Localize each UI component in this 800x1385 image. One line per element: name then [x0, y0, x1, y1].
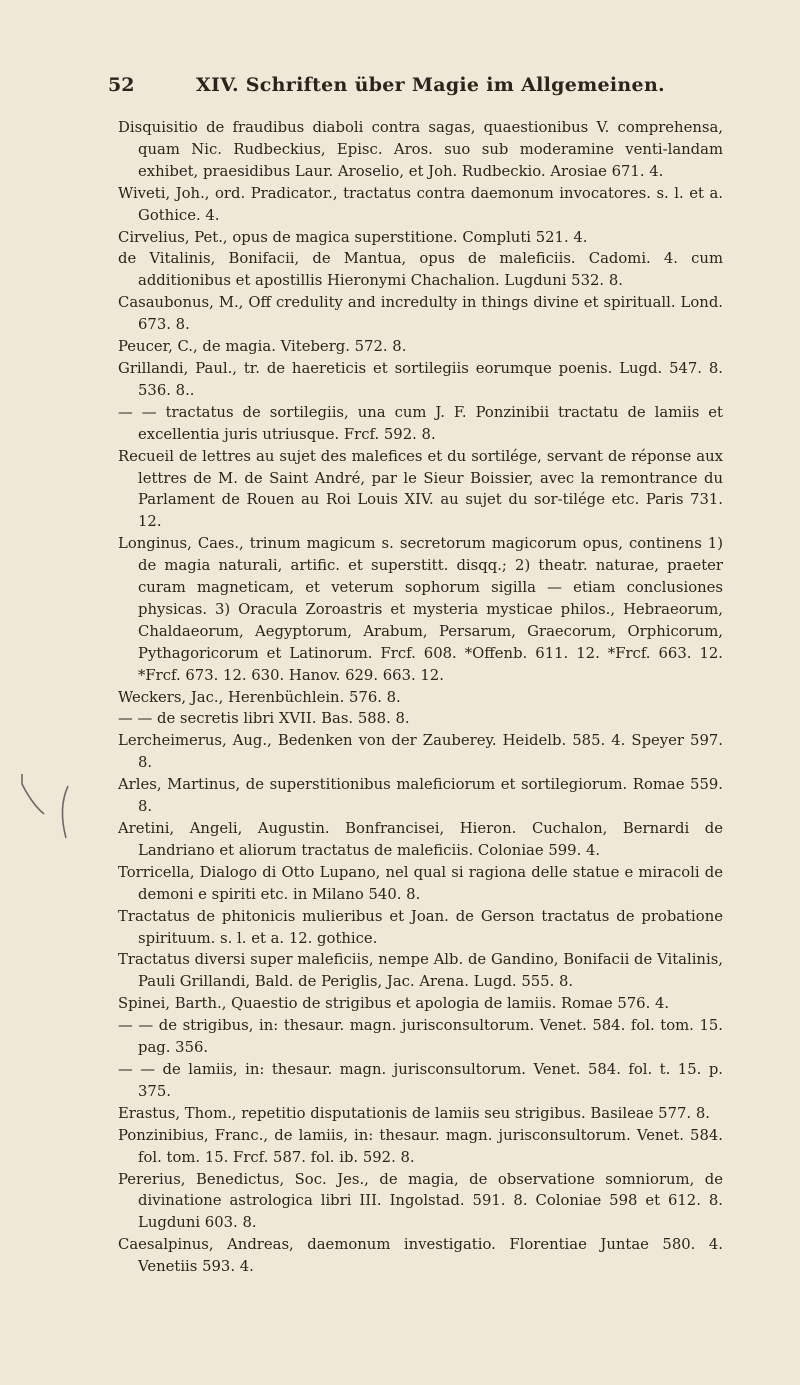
bibliography-entry: Cirvelius, Pet., opus de magica superstitione. Compluti 521. 4.: [118, 228, 588, 246]
bibliography-list: [118, 117, 723, 1278]
bibliography-entry: Grillandi, Paul., tr. de haereticis et sortilegiis eorumque poenis. Lugd. 547. 8. 536. 8..: [118, 359, 723, 399]
bibliography-entry: — — de secretis libri XVII. Bas. 588. 8.: [118, 710, 410, 728]
bibliography-entry: — — de lamiis, in: thesaur. magn. jurisconsultorum. Venet. 584. fol. t. 15. p. 375.: [118, 1060, 723, 1100]
bibliography-entry: Spinei, Barth., Quaestio de strigibus et apologia de lamiis. Romae 576. 4.: [118, 995, 670, 1013]
bibliography-entry: — — tractatus de sortilegiis, una cum J. F. Ponzinibii tractatu de lamiis et excellentia juris utriusque. Frcf. 592. 8.: [118, 403, 723, 443]
bibliography-entry: — — de strigibus, in: thesaur. magn. jurisconsultorum. Venet. 584. fol. tom. 15. pag. 356.: [118, 1017, 723, 1057]
bibliography-entry: Caesalpinus, Andreas, daemonum investigatio. Florentiae Juntae 580. 4. Venetiis 593. 4.: [118, 1236, 723, 1276]
bibliography-entry: Wiveti, Joh., ord. Pradicator., tractatus contra daemonum invocatores. s. l. et a. Gothice. 4.: [118, 184, 723, 224]
bibliography-entry: Pererius, Benedictus, Soc. Jes., de magia, de observatione somniorum, de divinatione astrologica libri III. Ingolstad. 591. 8. Coloniae 598 et 612. 8. Lugduni 603. 8.: [118, 1170, 723, 1232]
bibliography-entry: Aretini, Angeli, Augustin. Bonfrancisei, Hieron. Cuchalon, Bernardi de Landriano et aliorum tractatus de maleficiis. Coloniae 599. 4.: [118, 820, 723, 859]
bibliography-entry: Disquisitio de fraudibus diaboli contra sagas, quaestionibus V. comprehensa, quam Nic. Rudbeckius, Episc. Aros. suo sub moderamine venti-landam exhibet, praesidibus Laur. Aroselio, et Joh. Rudbeckio. Arosiae 671. 4.: [118, 119, 723, 180]
page-number: 52: [108, 74, 135, 96]
bibliography-entry: Casaubonus, M., Off credulity and incredulty in things divine et spirituall. Lond. 673. 8.: [118, 294, 723, 334]
bibliography-entry: Tractatus diversi super maleficiis, nempe Alb. de Gandino, Bonifacii de Vitalinis, Pauli Grillandi, Bald. de Periglis, Jac. Arena. Lugd. 555. 8.: [118, 951, 723, 991]
bibliography-entry: Erastus, Thom., repetitio disputationis de lamiis seu strigibus. Basileae 577. 8.: [118, 1104, 710, 1122]
bibliography-entry: Tractatus de phitonicis mulieribus et Joan. de Gerson tractatus de probatione spirituum. s. l. et a. 12. gothice.: [118, 907, 723, 947]
bibliography-entry: Recueil de lettres au sujet des malefices et du sortilége, servant de réponse aux lettres de M. de Saint André, par le Sieur Boissier, avec la remontrance du Parlament de Rouen au Roi Louis XIV. au sujet du sor-tilége etc. Paris 731. 12.: [118, 447, 723, 531]
bibliography-entry: Torricella, Dialogo di Otto Lupano, nel qual si ragiona delle statue e miracoli de demoni e spiriti etc. in Milano 540. 8.: [118, 863, 723, 903]
bibliography-entry: Peucer, C., de magia. Viteberg. 572. 8.: [118, 338, 407, 356]
bibliography-entry: Arles, Martinus, de superstitionibus maleficiorum et sortilegiorum. Romae 559. 8.: [118, 776, 723, 816]
bibliography-entry: Weckers, Jac., Herenbüchlein. 576. 8.: [118, 688, 401, 706]
chapter-title: XIV. Schriften über Magie im Allgemeinen.: [196, 74, 665, 96]
bibliography-entry: de Vitalinis, Bonifacii, de Mantua, opus de maleficiis. Cadomi. 4. cum additionibus et apostillis Hieronymi Chachalion. Lugduni 532. 8.: [118, 250, 723, 290]
bibliography-entry: Longinus, Caes., trinum magicum s. secretorum magicorum opus, continens 1) de magia naturali, artific. et superstitt. disqq.; 2) theatr. naturae, praeter curam magneticam, et veterum sophorum sigilla — etiam conclusiones physicas. 3) Oracula Zoroastris et mysteria mysticae philos., Hebraeorum, Chaldaeorum, Aegyptorum, Arabum, Persarum, Graecorum, Orphicorum, Pythagoricorum et Latinorum. Frcf. 608. *Offenb. 611. 12. *Frcf. 663. 12. *Frcf. 673. 12. 630. Hanov. 629. 663. 12.: [118, 535, 723, 684]
margin-pencil-mark: [18, 768, 78, 848]
bibliography-entry: Ponzinibius, Franc., de lamiis, in: thesaur. magn. jurisconsultorum. Venet. 584. fol. tom. 15. Frcf. 587. fol. ib. 592. 8.: [118, 1126, 723, 1166]
bibliography-entry: Lercheimerus, Aug., Bedenken von der Zauberey. Heidelb. 585. 4. Speyer 597. 8.: [118, 732, 723, 772]
